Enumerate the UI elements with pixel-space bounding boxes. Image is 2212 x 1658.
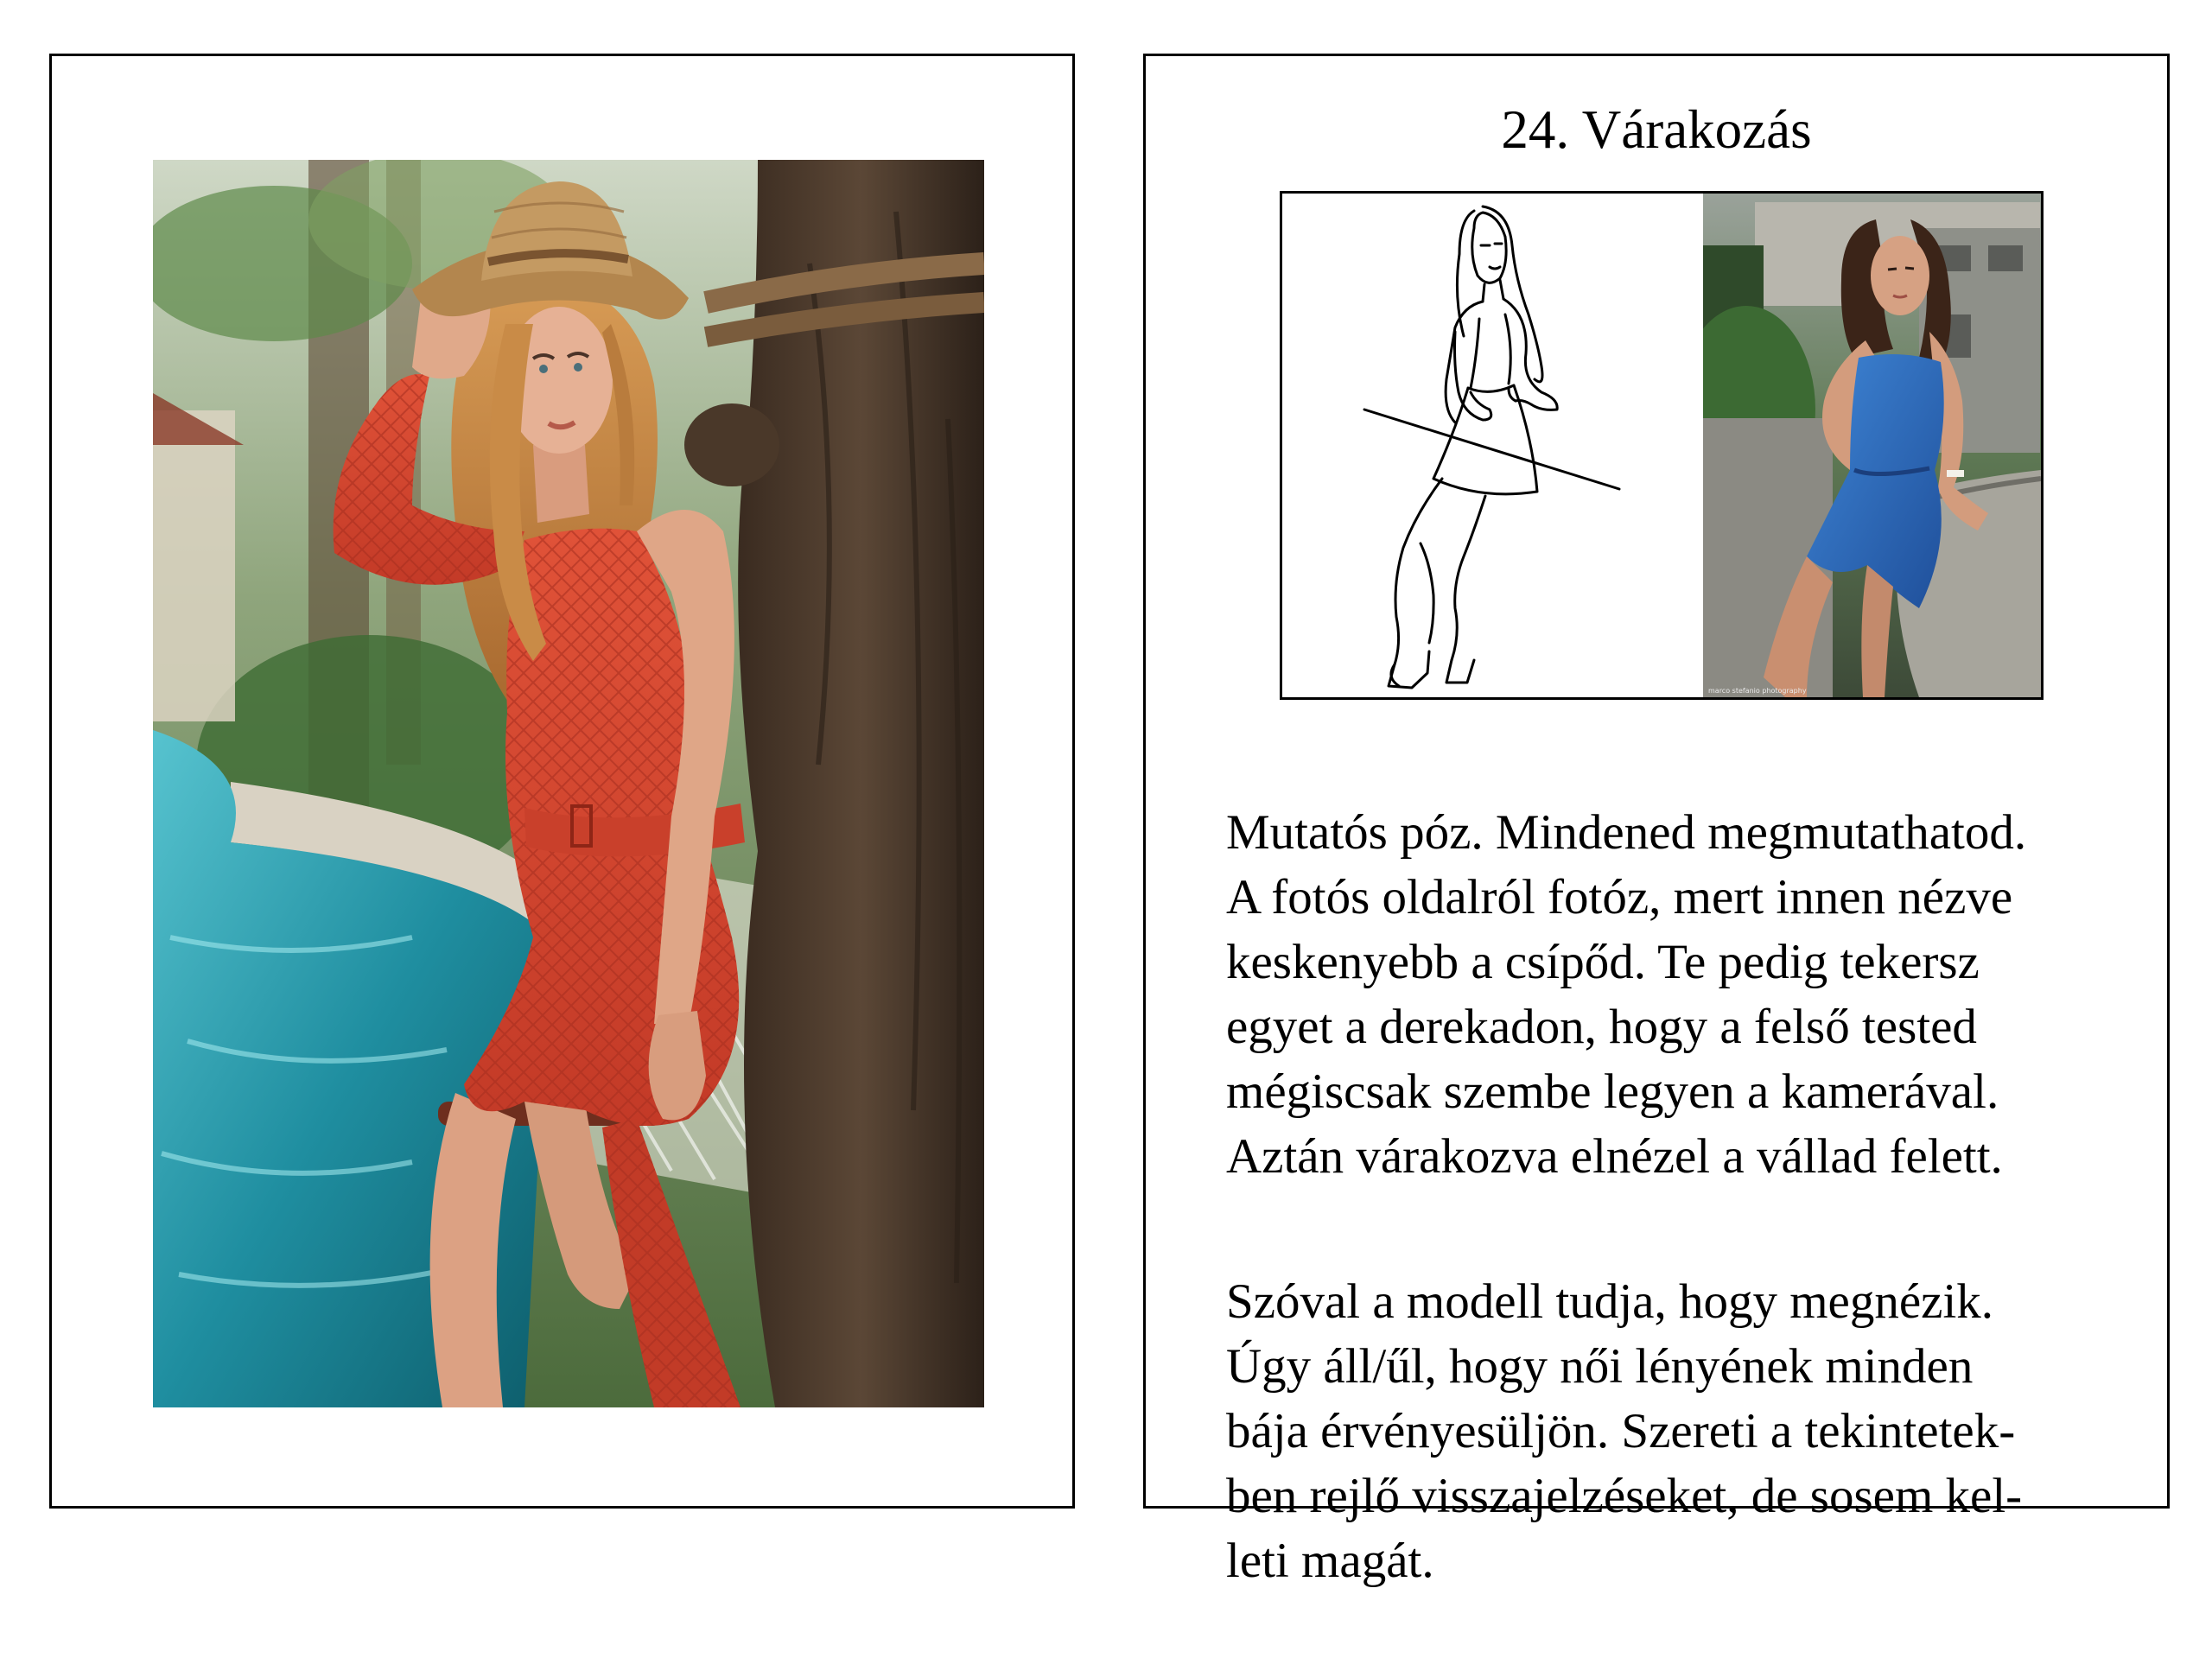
photo-credit: marco stefanio photography	[1708, 687, 1807, 695]
pose-description	[1226, 735, 2133, 1658]
right-card	[1143, 54, 2170, 1588]
left-card	[49, 54, 1075, 1509]
pose-title: 24. Várakozás	[1501, 99, 1812, 160]
description-paragraph-2: Szóval a modell tudja, hogy megnézik. Úgy áll/űl, hogy női lényének minden bája érvényesüljön. Szereti a tekintetek- ben rejlő visszajelzéseket, de sosem kel- leti magát.	[1226, 1274, 2023, 1588]
main-pose-photo	[153, 160, 984, 1407]
pose-sketch	[1282, 194, 1701, 697]
description-paragraph-1: Mutatós póz. Mindened megmutathatod. A fotós oldalról fotóz, mert innen nézve keskenyebb a csípőd. Te pedig tekersz egyet a derekadon, hogy a felső tested mégiscsak szembe legyen a kamerával. Aztán várakozva elnézel a vállad felett.	[1226, 805, 2027, 1184]
reference-photo-illustration	[1703, 194, 2041, 697]
reference-figure	[1280, 191, 2044, 700]
main-photo-illustration	[153, 160, 984, 1407]
pose-sketch-drawing	[1282, 194, 1701, 697]
reference-photo	[1703, 194, 2041, 697]
